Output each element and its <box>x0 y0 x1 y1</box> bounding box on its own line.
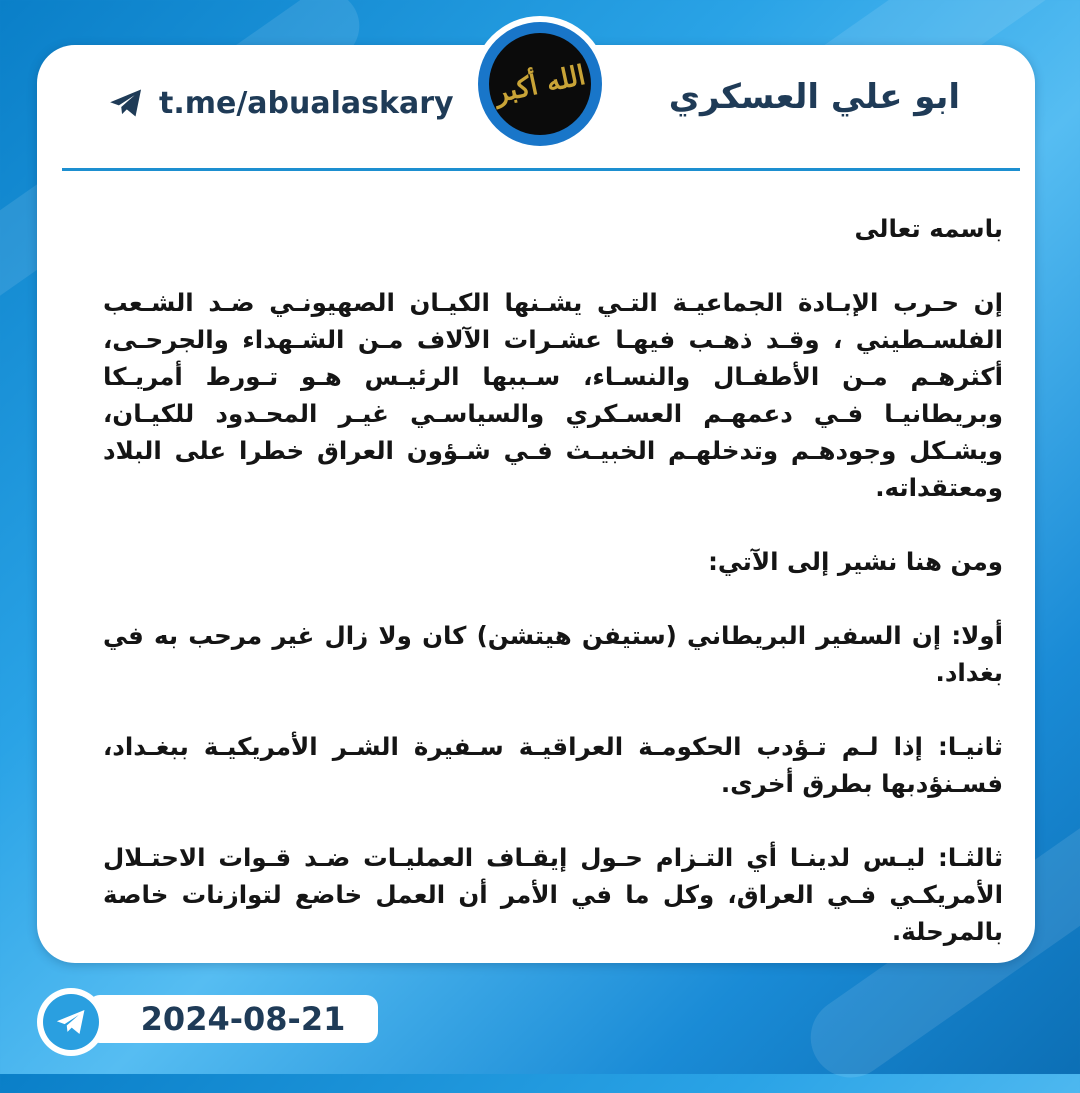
logo-calligraphy: الله أكبر <box>491 59 589 109</box>
channel-link-text[interactable]: t.me/abualaskary <box>159 85 454 121</box>
statement-point-1: أولا: إن السفير البريطاني (ستيفن هيتشن) كان ولا زال غير مرحب به في بغداد. <box>103 621 1003 687</box>
telegram-plane-icon <box>54 1005 88 1039</box>
telegram-plane-icon <box>107 84 145 122</box>
channel-link[interactable] <box>107 79 454 127</box>
statement-lead-in: ومن هنا نشير إلى الآتي: <box>708 547 1003 576</box>
statement-card <box>37 45 1035 963</box>
statement-point-3: ثالثـا: ليـس لدينـا أي التـزام حـول إيقـاف العمليـات ضـد قـوات الاحتـلال الأمريكـي فـي العراق، وكل ما في الأمر أن العمل خاضع لتوازنات خاصة بالمرحلة. <box>103 843 1003 946</box>
telegram-icon[interactable] <box>37 988 105 1056</box>
statement-opening: باسمه تعالى <box>854 214 1003 243</box>
statement-intro: إن حـرب الإبـادة الجماعيـة التـي يشـنها الكيـان الصهيونـي ضـد الشـعب الفلسـطيني ، وقـد ذهـب فيهـا عشـرات الآلاف مـن الشـهداء والجرحـى، أكثرهـم مـن الأطفـال والنسـاء، سـببها الرئيـس هـو تـورط أمريـكا وبريطانيـا فـي دعمهـم العسـكري والسياسـي غيـر المحـدود للكيـان، ويشـكل وجودهـم وتدخلهـم الخبيـث فـي شـؤون العراق خطرا على البلاد ومعتقداته. <box>103 288 1003 502</box>
channel-name: ابو علي العسكري <box>668 77 960 117</box>
statement-point-2: ثانيـا: إذا لـم تـؤدب الحكومـة العراقيـة سـفيرة الشـر الأمريكيـة ببغـداد، فسـنؤدبها بطرق أخرى. <box>103 732 1003 798</box>
header-divider <box>62 168 1020 171</box>
statement-body <box>103 210 1003 987</box>
post-date: 2024-08-21 <box>88 995 378 1043</box>
channel-logo <box>472 16 608 152</box>
